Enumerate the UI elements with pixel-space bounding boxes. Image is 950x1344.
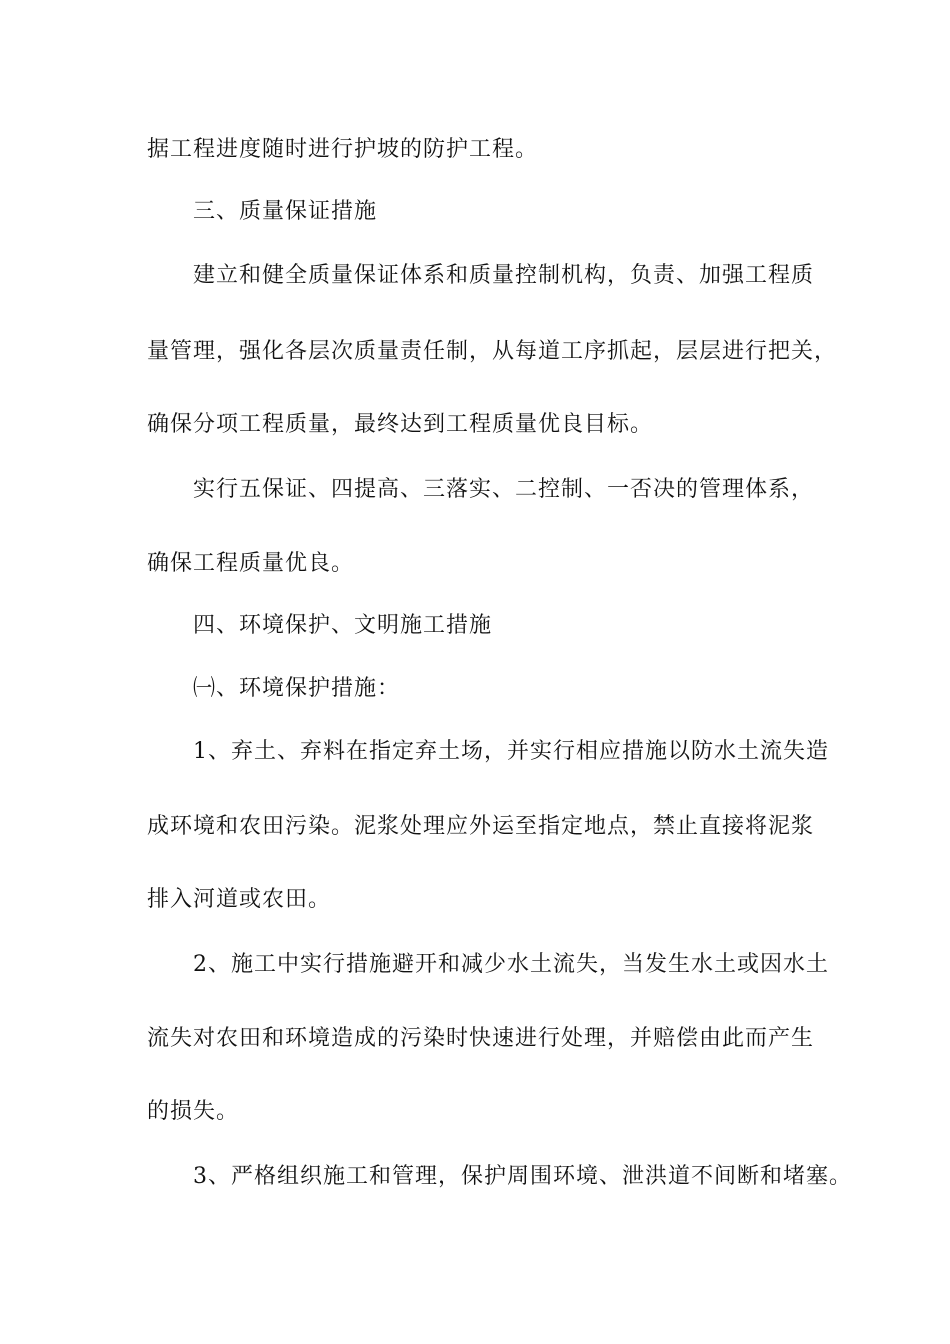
paragraph-line: 排入河道或农田。 bbox=[147, 887, 332, 912]
paragraph-line: 1、弃土、弃料在指定弃土场，并实行相应措施以防水土流失造 bbox=[193, 739, 829, 764]
paragraph-line: 的损失。 bbox=[147, 1099, 240, 1124]
paragraph-line: 建立和健全质量保证体系和质量控制机构，负责、加强工程质 bbox=[193, 263, 815, 288]
section-heading: 四、环境保护、文明施工措施 bbox=[193, 613, 493, 638]
paragraph-line: 成环境和农田污染。泥浆处理应外运至指定地点，禁止直接将泥浆 bbox=[147, 814, 815, 839]
section-heading: 三、质量保证措施 bbox=[193, 199, 378, 224]
paragraph-line: 确保工程质量优良。 bbox=[147, 551, 355, 576]
paragraph-line: 确保分项工程质量，最终达到工程质量优良目标。 bbox=[147, 412, 654, 437]
paragraph-line: 实行五保证、四提高、三落实、二控制、一否决的管理体系， bbox=[193, 477, 815, 502]
paragraph-line: 据工程进度随时进行护坡的防护工程。 bbox=[147, 137, 539, 162]
paragraph-line: 3、严格组织施工和管理，保护周围环境、泄洪道不间断和堵塞。 bbox=[193, 1164, 852, 1189]
paragraph-line: 流失对农田和环境造成的污染时快速进行处理，并赔偿由此而产生 bbox=[147, 1026, 815, 1051]
subsection-heading: ㈠、环境保护措施： bbox=[193, 676, 401, 701]
paragraph-line: 量管理，强化各层次质量责任制，从每道工序抓起，层层进行把关， bbox=[147, 339, 838, 364]
paragraph-line: 2、施工中实行措施避开和减少水土流失，当发生水土或因水土 bbox=[193, 952, 829, 977]
